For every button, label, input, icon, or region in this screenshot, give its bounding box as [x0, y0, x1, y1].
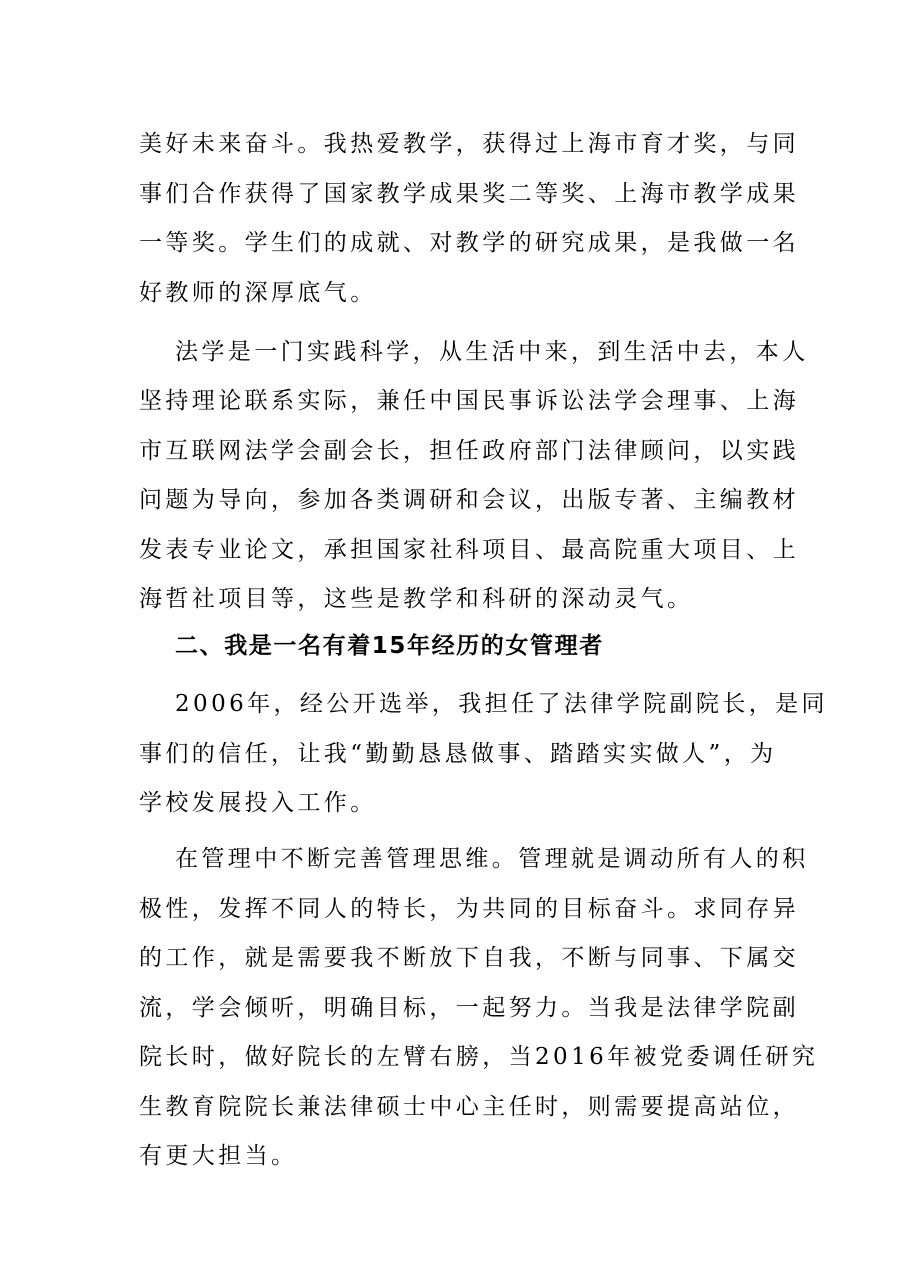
paragraph-2-line-1: 法学是一门实践科学，从生活中来，到生活中去，本人: [175, 339, 809, 365]
paragraph-2-line-3: 市互联网法学会副会长，担任政府部门法律顾问，以实践: [139, 438, 799, 464]
paragraph-4-line-7: 有更大担当。: [139, 1143, 298, 1169]
paragraph-4-line-4: 流，学会倾听，明确目标，一起努力。当我是法律学院副: [139, 995, 799, 1021]
paragraph-3-line-1: 2006年，经公开选举，我担任了法律学院副院长，是同: [175, 691, 828, 717]
paragraph-4-line-5: 院长时，做好院长的左臂右膀，当2016年被党委调任研究: [139, 1044, 819, 1070]
paragraph-1-line-3: 一等奖。学生们的成就、对教学的研究成果，是我做一名: [139, 230, 799, 256]
paragraph-1-line-1: 美好未来奋斗。我热爱教学，获得过上海市育才奖，与同: [139, 131, 799, 157]
paragraph-2-line-4: 问题为导向，参加各类调研和会议，出版专著、主编教材: [139, 487, 799, 513]
paragraph-4-line-3: 的工作，就是需要我不断放下自我，不断与同事、下属交: [139, 945, 799, 971]
paragraph-3-line-2: 事们的信任，让我“勤勤恳恳做事、踏踏实实做人”，为: [139, 741, 777, 767]
paragraph-4-line-1: 在管理中不断完善管理思维。管理就是调动所有人的积: [175, 846, 809, 872]
section-heading: 二、我是一名有着15年经历的女管理者: [175, 633, 604, 659]
paragraph-1-line-4: 好教师的深厚底气。: [139, 280, 377, 306]
paragraph-4-line-6: 生教育院院长兼法律硕士中心主任时，则需要提高站位，: [139, 1094, 799, 1120]
paragraph-4-line-2: 极性，发挥不同人的特长，为共同的目标奋斗。求同存异: [139, 896, 799, 922]
paragraph-1-line-2: 事们合作获得了国家教学成果奖二等奖、上海市教学成果: [139, 181, 799, 207]
paragraph-2-line-6: 海哲社项目等，这些是教学和科研的深动灵气。: [139, 586, 694, 612]
paragraph-3-line-3: 学校发展投入工作。: [139, 790, 377, 816]
paragraph-2-line-5: 发表专业论文，承担国家社科项目、最高院重大项目、上: [139, 537, 799, 563]
paragraph-2-line-2: 坚持理论联系实际，兼任中国民事诉讼法学会理事、上海: [139, 388, 799, 414]
